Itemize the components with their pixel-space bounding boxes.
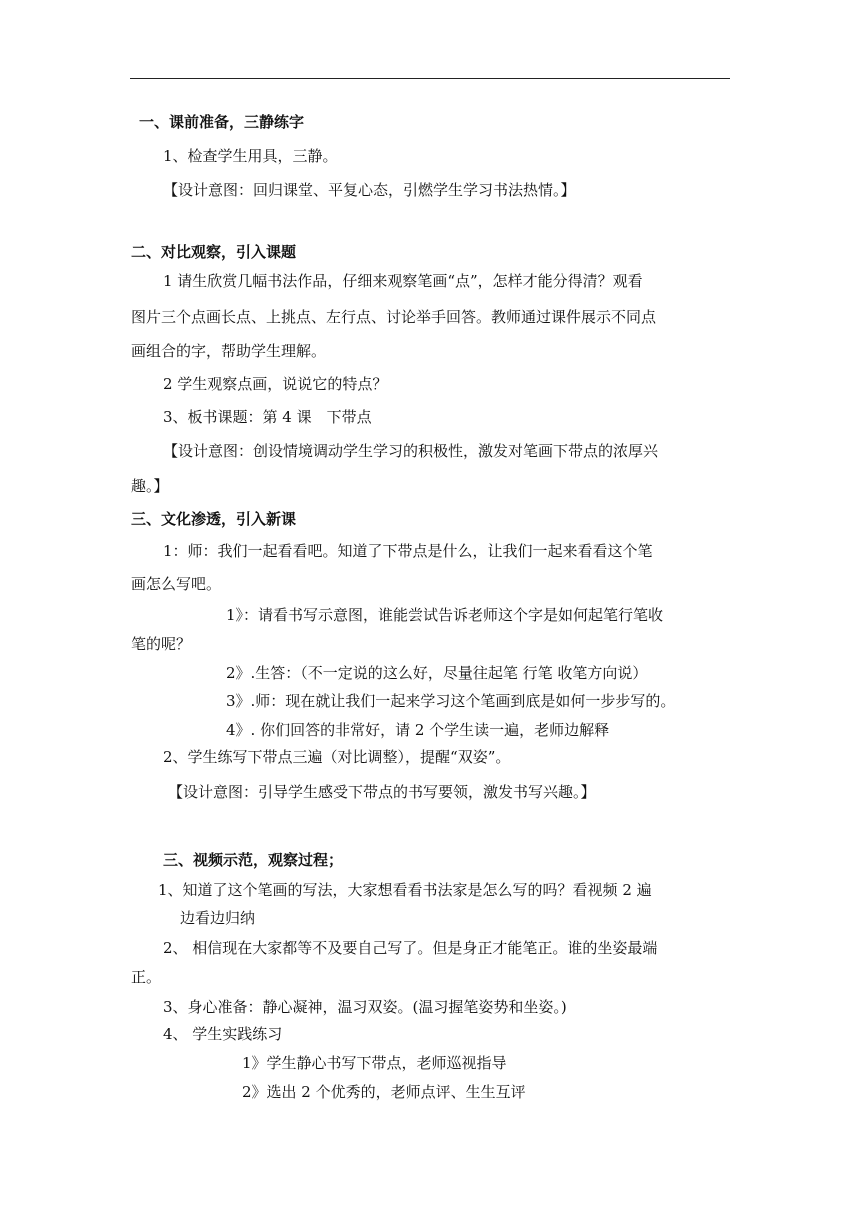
s3-design-intent: 【设计意图：引导学生感受下带点的书写要领，激发书写兴趣。】 xyxy=(168,783,596,801)
s3-paragraph-1-line-2: 画怎么写吧。 xyxy=(131,575,222,593)
s4-paragraph-4: 4、 学生实践练习 xyxy=(163,1025,283,1043)
s2-paragraph-1-line-3: 画组合的字，帮助学生理解。 xyxy=(131,342,327,360)
s2-paragraph-3: 3、板书课题：第 4 课 下带点 xyxy=(163,408,372,426)
section-1-heading: 一、课前准备，三静练字 xyxy=(139,113,305,131)
s4-paragraph-3: 3、身心准备：静心凝神，温习双姿。(温习握笔姿势和坐姿。) xyxy=(163,998,567,1016)
section-3-heading: 三、文化渗透，引入新课 xyxy=(131,510,297,528)
s2-paragraph-1-line-1: 1 请生欣赏几幅书法作品，仔细来观察笔画“点”，怎样才能分得清？观看 xyxy=(163,272,643,290)
section-2-heading: 二、对比观察，引入课题 xyxy=(131,243,297,261)
s3-sub-item-1-line-1: 1》：请看书写示意图，谁能尝试告诉老师这个字是如何起笔行笔收 xyxy=(226,606,664,624)
s4-sub-item-2: 2》选出 2 个优秀的，老师点评、生生互评 xyxy=(242,1083,526,1101)
header-rule xyxy=(130,78,730,79)
s4-sub-item-1: 1》学生静心书写下带点，老师巡视指导 xyxy=(242,1054,507,1072)
s3-sub-item-2: 2》.生答：（不一定说的这么好，尽量往起笔 行笔 收笔方向说） xyxy=(226,664,648,682)
s3-sub-item-3: 3》.师：现在就让我们一起来学习这个笔画到底是如何一步步写的。 xyxy=(226,692,676,710)
s1-paragraph-1: 1、检查学生用具，三静。 xyxy=(163,147,338,165)
s4-paragraph-2-line-2: 正。 xyxy=(131,968,162,986)
s1-design-intent: 【设计意图：回归课堂、平复心态，引燃学生学习书法热情。】 xyxy=(163,181,576,199)
s2-design-intent-line-1: 【设计意图：创设情境调动学生学习的积极性，激发对笔画下带点的浓厚兴 xyxy=(163,442,659,460)
s3-sub-item-4: 4》. 你们回答的非常好，请 2 个学生读一遍，老师边解释 xyxy=(226,721,610,739)
s4-paragraph-2-line-1: 2、 相信现在大家都等不及要自己写了。但是身正才能笔正。谁的坐姿最端 xyxy=(163,939,658,957)
s2-design-intent-line-2: 趣。】 xyxy=(131,477,169,495)
s2-paragraph-1-line-2: 图片三个点画长点、上挑点、左行点、讨论举手回答。教师通过课件展示不同点 xyxy=(131,308,657,326)
s3-sub-item-1-line-2: 笔的呢？ xyxy=(131,635,192,653)
s4-paragraph-1-line-2: 边看边归纳 xyxy=(180,909,256,927)
s2-paragraph-2: 2 学生观察点画，说说它的特点？ xyxy=(163,375,388,393)
section-4-heading: 三、视频示范，观察过程； xyxy=(163,851,344,869)
s4-paragraph-1-line-1: 1、知道了这个笔画的写法，大家想看看书法家是怎么写的吗？看视频 2 遍 xyxy=(158,881,652,899)
s3-paragraph-1-line-1: 1：师：我们一起看看吧。知道了下带点是什么，让我们一起来看看这个笔 xyxy=(163,542,653,560)
s3-paragraph-2: 2、学生练写下带点三遍（对比调整），提醒“双姿”。 xyxy=(163,748,511,766)
